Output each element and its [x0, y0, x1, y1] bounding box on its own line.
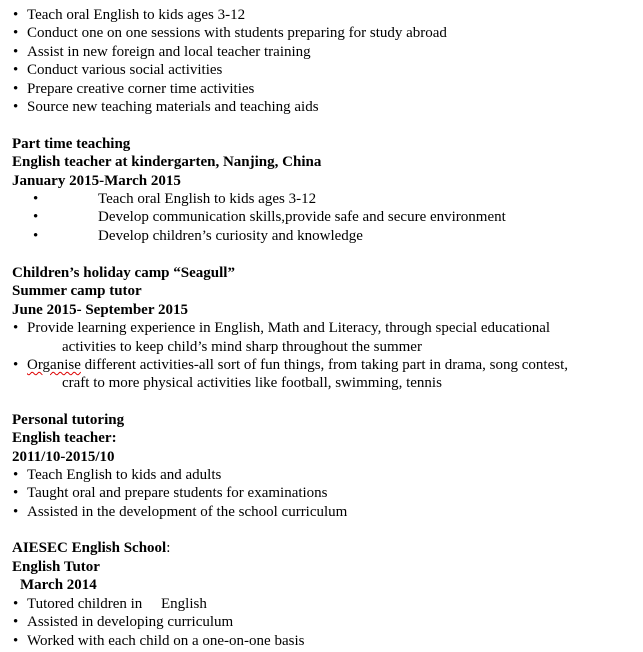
job-role: English Tutor	[12, 559, 100, 575]
bullet-marker: •	[13, 357, 19, 373]
list-item: Teach oral English to kids ages 3-12	[27, 7, 246, 23]
list-item: Teach oral English to kids ages 3-12	[98, 191, 317, 207]
section-title	[12, 539, 170, 557]
bullet-marker: •	[33, 227, 39, 244]
list-item: Assisted in developing curriculum	[27, 614, 234, 631]
list-item: Tutored children in English	[27, 596, 207, 612]
list-item: Worked with each child on a one-on-one basis	[27, 632, 305, 649]
list-item: Prepare creative corner time activities	[27, 80, 255, 97]
bullet-marker: •	[13, 62, 19, 79]
bullet-marker: •	[13, 320, 19, 336]
bullet-marker: •	[13, 43, 19, 60]
bullet-marker: •	[13, 25, 19, 42]
bullet-marker: •	[33, 191, 39, 207]
job-dates: June 2015- September 2015	[12, 302, 188, 318]
list-item: Develop communication skills,provide safe and secure environment	[98, 209, 506, 226]
list-item-text: different activities-all sort of fun things, from taking part in drama, song contest,	[80, 357, 568, 373]
list-item: Conduct one on one sessions with students preparing for study abroad	[27, 25, 447, 42]
bullet-marker: •	[13, 485, 19, 502]
list-item: Teach English to kids and adults	[27, 467, 222, 483]
list-item-continuation: craft to more physical activities like football, swimming, tennis	[62, 375, 442, 391]
bullet-marker: •	[13, 80, 19, 97]
list-item: Conduct various social activities	[27, 62, 223, 79]
section-title-suffix: :	[166, 540, 171, 556]
bullet-marker: •	[13, 614, 19, 631]
list-item	[27, 356, 568, 374]
list-item: Taught oral and prepare students for examinations	[27, 485, 328, 502]
list-item: Provide learning experience in English, Math and Literacy, through special educational	[27, 320, 551, 336]
bullet-marker: •	[13, 503, 19, 520]
section-title: Personal tutoring	[12, 412, 125, 428]
list-item: Assisted in the development of the school curriculum	[27, 503, 348, 520]
job-dates: March 2014	[20, 577, 97, 593]
job-role: English teacher:	[12, 430, 117, 446]
list-item: Source new teaching materials and teaching aids	[27, 99, 319, 115]
bullet-marker: •	[13, 99, 19, 115]
list-item: Develop children’s curiosity and knowledge	[98, 227, 363, 244]
bullet-marker: •	[33, 209, 39, 226]
list-item-continuation: activities to keep child’s mind sharp throughout the summer	[62, 339, 422, 355]
job-role: English teacher at kindergarten, Nanjing, China	[12, 154, 322, 170]
misspelled-word[interactable]: Organise	[27, 357, 81, 373]
bullet-marker: •	[13, 467, 19, 483]
bullet-marker: •	[13, 632, 19, 649]
section-title: Part time teaching	[12, 136, 131, 152]
job-dates: 2011/10-2015/10	[12, 449, 115, 465]
bullet-marker: •	[13, 596, 19, 612]
job-dates: January 2015-March 2015	[12, 173, 181, 189]
job-role: Summer camp tutor	[12, 283, 142, 299]
section-title-text: AIESEC English School	[12, 540, 167, 556]
section-title: Children’s holiday camp “Seagull”	[12, 265, 235, 281]
list-item: Assist in new foreign and local teacher training	[27, 43, 311, 60]
bullet-marker: •	[13, 7, 19, 23]
